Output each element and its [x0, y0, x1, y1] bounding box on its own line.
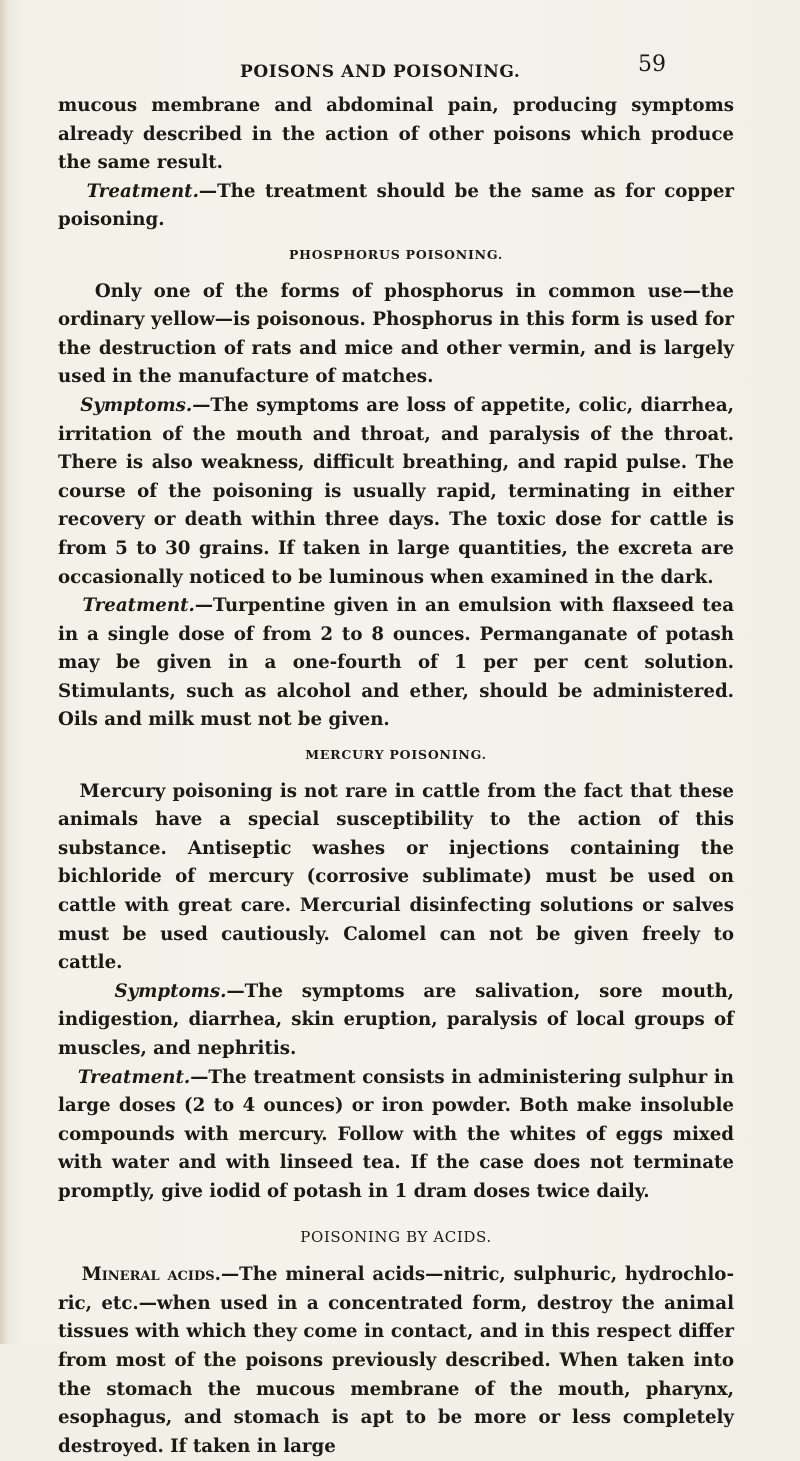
continuation-paragraph: mucous membrane and abdominal pain, producing symptoms already described in the action of other poisons which produce the same result.: [58, 95, 734, 174]
phosphorus-symptoms-paragraph: [58, 392, 734, 592]
mercury-symptoms-text: —The symptoms are salivation, sore mouth, indigestion, diarrhea, skin eruption, paralysis of local groups of muscles, and nephritis.: [58, 980, 735, 1059]
treatment-lead: Treatment.: [86, 180, 199, 202]
section-heading-acids: POISONING BY ACIDS.: [300, 1227, 492, 1246]
running-title: POISONS AND POISONING.: [240, 62, 521, 82]
phosphorus-intro-text: Only one of the forms of phosphorus in common use—the ordinary yellow—is poisonous. Phosphorus in this form is used for the destruction of rats and mice and other vermin, and is largely used in the manufacture of matches.: [58, 280, 734, 388]
acids-text: —The mineral acids—nitric, sulphuric, hydrochloric, etc.—when used in a concentrated form, destroy the animal tissues with which they come in contact, and in this respect differ from most of the poisons previously described. When taken into the stomach the mucous membrane of the mouth, pharynx, esophagus, and stomach is apt to be more or less completely destroyed. If taken in large: [58, 1264, 735, 1457]
page-header: [240, 48, 680, 88]
mercury-treatment-paragraph: [58, 1064, 734, 1207]
copper-treatment-paragraph: [58, 178, 734, 235]
phosphorus-symptoms-text: —The symptoms are loss of appetite, colic, diarrhea, irritation of the mouth and throat, and paralysis of the throat. There is also weakness, difficult breathing, and rapid pulse. The course of the poisoning is usually rapid, terminating in either recovery or death within three days. The toxic dose for cattle is from 5 to 30 grains. If taken in large quantities, the excreta are occasionally noticed to be luminous when examined in the dark.: [58, 394, 734, 588]
phosphorus-intro-paragraph: [58, 278, 734, 392]
page-edge-shadow: [0, 0, 8, 1344]
section-heading-mercury: MERCURY POISONING.: [305, 747, 487, 763]
symptoms-lead: Symptoms.: [114, 980, 227, 1002]
mineral-acids-lead: Mineral acids.: [81, 1264, 221, 1286]
treatment-lead: Treatment.: [77, 1066, 191, 1088]
section-heading-phosphorus: PHOSPHORUS POISONING.: [288, 246, 504, 262]
mercury-treatment-text: —The treatment consists in administering sulphur in large doses (2 to 4 ounces) or iron powder. Both make insoluble compounds with mercury. Follow with the whites of eggs mixed with water and with linseed tea. If the case does not terminate promptly, give iodid of potash in 1 dram doses twice daily.: [58, 1066, 734, 1202]
mercury-symptoms-paragraph: [58, 978, 734, 1064]
mercury-intro-text: Mercury poisoning is not rare in cattle from the fact that these animals have a special susceptibility to the action of this substance. Antiseptic washes or injections containing the bichloride of mercury (corrosive sublimate) must be used on cattle with great care. Mercurial disinfecting solutions or salves must be used cautiously. Calomel can not be given freely to cattle.: [58, 780, 734, 974]
phosphorus-treatment-paragraph: [58, 592, 734, 735]
page-number: 59: [638, 52, 666, 77]
mercury-intro-paragraph: [58, 778, 734, 978]
phosphorus-treatment-text: —Turpentine given in an emulsion with flaxseed tea in a single dose of from 2 to 8 ounces. Permanganate of potash may be given in a one-fourth of 1 per per cent solution. Stimulants, such as alcohol and ether, should be administered. Oils and milk must not be given.: [58, 595, 734, 731]
symptoms-lead: Symptoms.: [80, 394, 193, 416]
page-body: [58, 92, 734, 1461]
treatment-lead: Treatment.: [82, 595, 195, 617]
treatment-text: —The treatment should be the same as for copper poisoning.: [58, 180, 734, 231]
acids-paragraph: [58, 1261, 734, 1461]
